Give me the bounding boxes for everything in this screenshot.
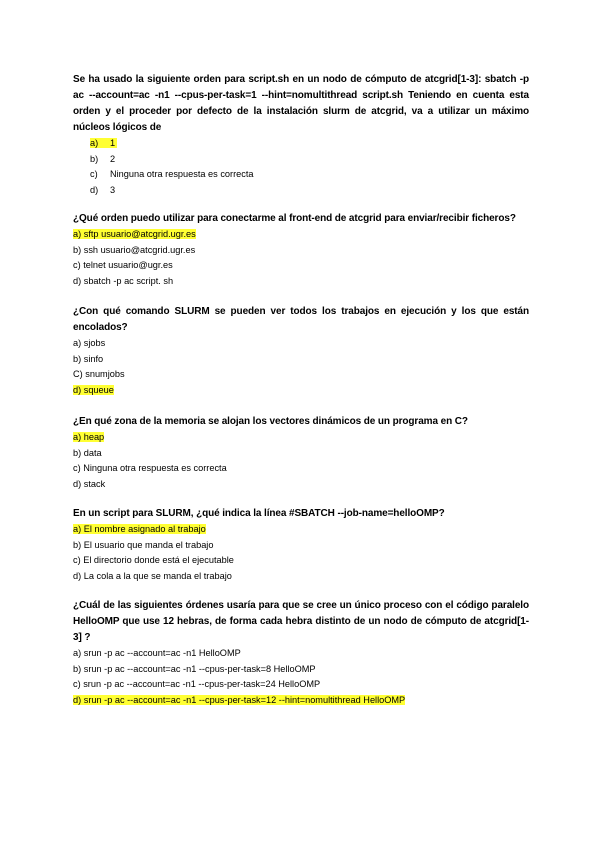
- question-5-option-d: d) La cola a la que se manda el trabajo: [73, 570, 232, 581]
- question-6-option-d: d) srun -p ac --account=ac -n1 --cpus-per-task=12 --hint=nomultithread HelloOMP: [73, 694, 406, 705]
- question-6-text: ¿Cuál de las siguientes órdenes usaría para que se cree un único proceso con el código paralelo HelloOMP que use 12 hebras, de forma cada hebra distinto de un nodo de cómputo de atcgrid[1-3] ?: [73, 600, 529, 643]
- question-3-option-b: b) sinfo: [73, 353, 104, 364]
- question-4-option-a: a) heap: [73, 432, 105, 442]
- question-1-text: Se ha usado la siguiente orden para script.sh en un nodo de cómputo de atcgrid[1-3]: sbatch -p ac --account=ac -n1 --cpus-per-task=1 --hint=nomultithread script.sh Teniendo en cuenta esta orden y el proceder por defecto de la instalación slurm de atcgrid, va a utilizar un máximo núcleos lógicos de: [73, 74, 529, 133]
- question-2-text: ¿Qué orden puedo utilizar para conectarme al front-end de atcgrid para enviar/recibir ficheros?: [73, 213, 516, 224]
- question-3-option-a: a) sjobs: [73, 338, 106, 348]
- question-1-option-d: d) 3: [90, 184, 116, 195]
- question-4-option-b: b) data: [73, 447, 102, 458]
- question-5-option-b: b) El usuario que manda el trabajo: [73, 539, 214, 550]
- question-3-text: ¿Con qué comando SLURM se pueden ver todos los trabajos en ejecución y los que están encolados?: [73, 306, 529, 333]
- question-2-option-a: a) sftp usuario@atcgrid.ugr.es: [73, 229, 196, 239]
- question-1-option-b: b) 2: [90, 153, 116, 164]
- question-1: [73, 72, 529, 198]
- question-6: [73, 598, 529, 708]
- question-4-option-c: c) Ninguna otra respuesta es correcta: [73, 463, 227, 474]
- question-6-option-a: a) srun -p ac --account=ac -n1 HelloOMP: [73, 648, 241, 658]
- question-2-option-d: d) sbatch -p ac script. sh: [73, 275, 174, 286]
- question-2: [73, 211, 529, 289]
- question-3-option-c: C) snumjobs: [73, 369, 125, 380]
- question-5-option-a: a) El nombre asignado al trabajo: [73, 524, 206, 534]
- question-4-option-d: d) stack: [73, 478, 106, 489]
- question-4-text: ¿En qué zona de la memoria se alojan los vectores dinámicos de un programa en C?: [73, 416, 468, 427]
- question-5: [73, 506, 529, 584]
- question-4: [73, 414, 529, 492]
- question-1-option-a: a) 1: [90, 138, 116, 148]
- question-6-option-b: b) srun -p ac --account=ac -n1 --cpus-per-task=8 HelloOMP: [73, 663, 316, 674]
- question-3-option-d: d) squeue: [73, 384, 114, 395]
- question-6-option-c: c) srun -p ac --account=ac -n1 --cpus-per-task=24 HelloOMP: [73, 679, 321, 690]
- question-3: [73, 304, 529, 398]
- question-5-text: En un script para SLURM, ¿qué indica la línea #SBATCH --job-name=helloOMP?: [73, 508, 445, 519]
- question-2-option-c: c) telnet usuario@ugr.es: [73, 260, 173, 271]
- question-1-option-c: c) Ninguna otra respuesta es correcta: [90, 169, 254, 180]
- question-2-option-b: b) ssh usuario@atcgrid.ugr.es: [73, 244, 196, 255]
- question-5-option-c: c) El directorio donde está el ejecutable: [73, 555, 234, 566]
